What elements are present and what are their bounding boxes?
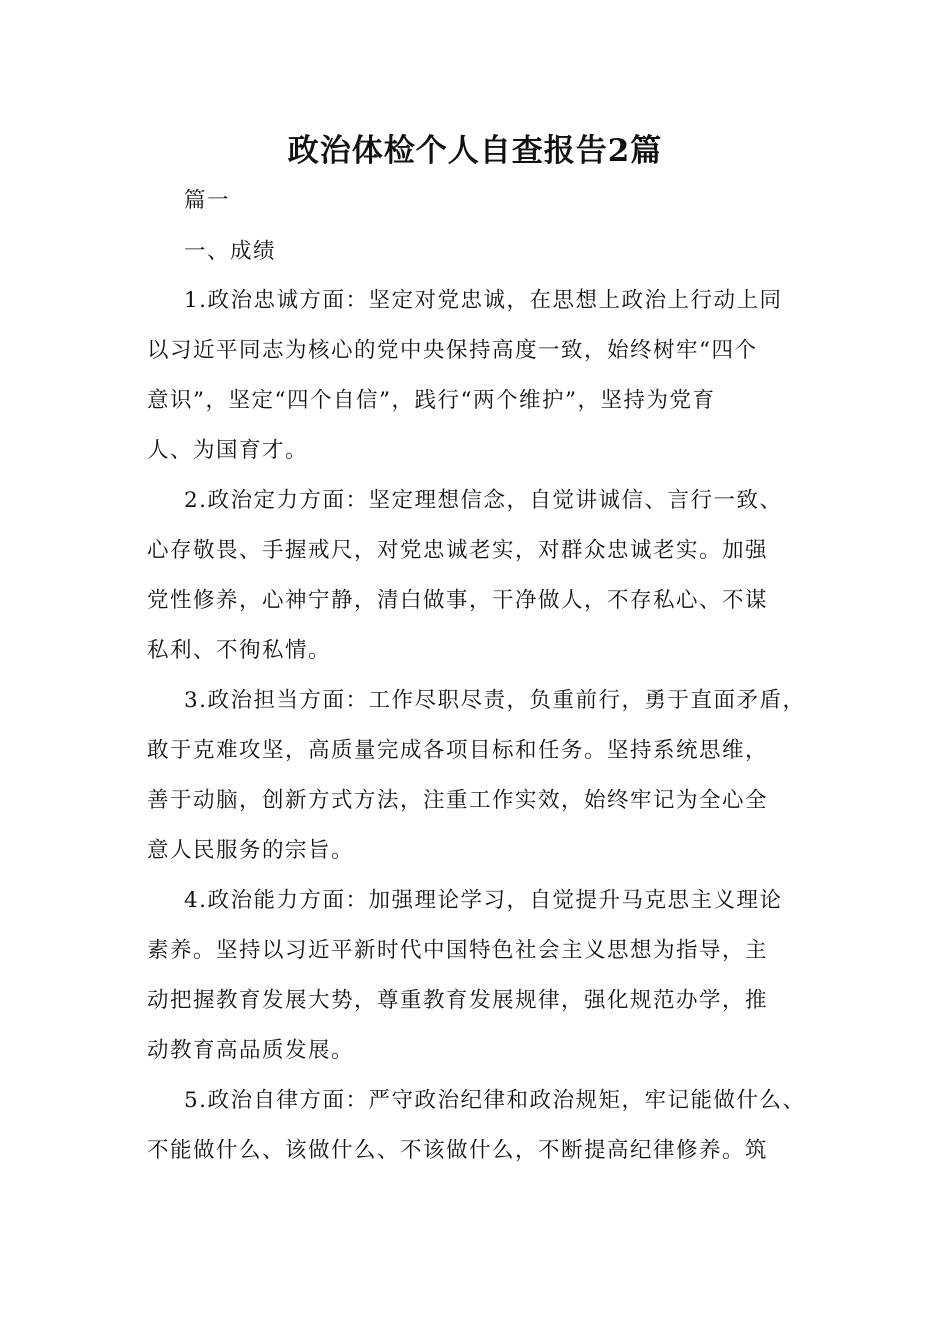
paragraph-line: 意人民服务的宗旨。	[147, 838, 355, 863]
paragraph-line: 心存敬畏、手握戒尺，对党忠诚老实，对群众忠诚老实。加强	[147, 538, 769, 563]
paragraph-line: 3.政治担当方面：工作尽职尽责，负重前行，勇于直面矛盾，	[184, 688, 806, 713]
paragraph-line: 5.政治自律方面：严守政治纪律和政治规矩，牢记能做什么、	[184, 1088, 806, 1113]
section-label: 篇一	[184, 188, 231, 213]
paragraph-line: 素养。坚持以习近平新时代中国特色社会主义思想为指导，主	[147, 938, 769, 963]
paragraph-line: 善于动脑，创新方式方法，注重工作实效，始终牢记为全心全	[147, 788, 769, 813]
paragraph-line: 党性修养，心神宁静，清白做事，干净做人，不存私心、不谋	[147, 588, 769, 613]
paragraph-line: 2.政治定力方面：坚定理想信念，自觉讲诚信、言行一致、	[184, 488, 783, 513]
paragraph-line: 人、为国育才。	[147, 438, 309, 463]
paragraph-line: 动把握教育发展大势，尊重教育发展规律，强化规范办学，推	[147, 988, 769, 1013]
paragraph-line: 1.政治忠诚方面：坚定对党忠诚，在思想上政治上行动上同	[184, 288, 783, 313]
paragraph-line: 意识”，坚定“四个自信”，践行“两个维护”，坚持为党育	[147, 388, 716, 413]
section-heading: 一、成绩	[184, 239, 277, 264]
paragraph-line: 敢于克难攻坚，高质量完成各项目标和任务。坚持系统思维，	[147, 738, 769, 763]
paragraph-line: 以习近平同志为核心的党中央保持高度一致，始终树牢“四个	[147, 338, 758, 363]
paragraph-line: 4.政治能力方面：加强理论学习，自觉提升马克思主义理论	[184, 888, 783, 913]
paragraph-line: 动教育高品质发展。	[147, 1038, 355, 1063]
document-title: 政治体检个人自查报告2篇	[287, 133, 663, 169]
paragraph-line: 私利、不徇私情。	[147, 638, 332, 663]
paragraph-line: 不能做什么、该做什么、不该做什么，不断提高纪律修养。筑	[147, 1138, 769, 1163]
